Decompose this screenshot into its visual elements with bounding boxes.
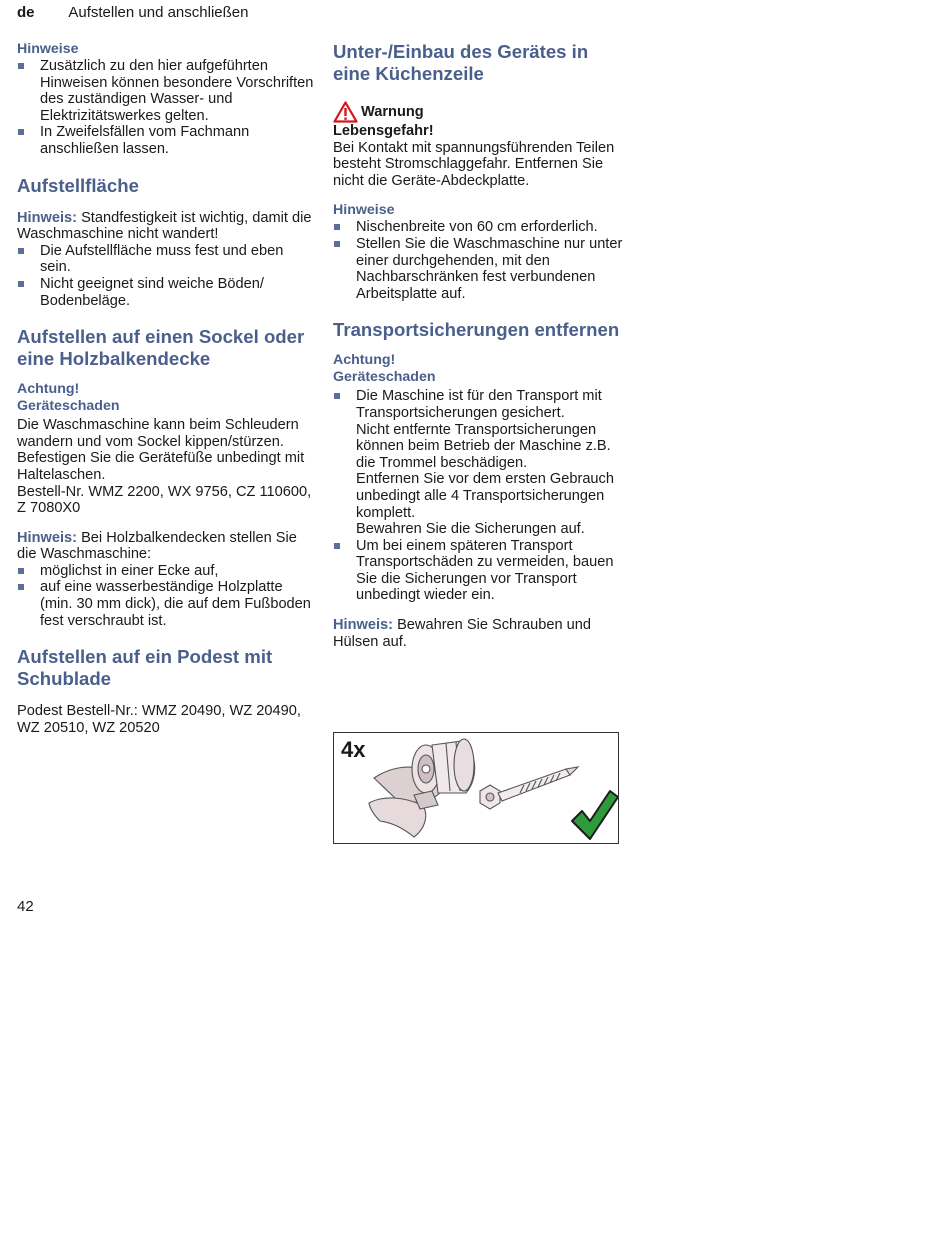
- surface-heading: Aufstellfläche: [17, 174, 139, 196]
- list-item: In Zweifelsfällen vom Fachmann anschließen lassen.: [17, 124, 317, 157]
- socket-damage: Geräteschaden: [17, 398, 120, 415]
- language-code: de: [17, 4, 35, 21]
- right-column: [333, 41, 625, 650]
- hint-label: Hinweis:: [333, 617, 394, 634]
- transport-caution: Achtung!: [333, 352, 396, 369]
- warning-label: Warnung: [361, 103, 424, 120]
- page-header: [17, 4, 248, 22]
- socket-text-1: Die Waschmaschine kann beim Schleudern wandern und vom Sockel kippen/stürzen.: [17, 417, 299, 450]
- surface-list: [17, 243, 317, 309]
- transport-hint: [333, 617, 625, 650]
- transport-line: Bewahren Sie die Sicherungen auf.: [356, 521, 585, 538]
- builtin-heading: Unter-/Einbau des Gerätes in eine Küchenzeile: [333, 41, 589, 84]
- transport-bolt-illustration: [334, 733, 618, 843]
- list-item: Nicht geeignet sind weiche Böden/ Bodenbeläge.: [17, 276, 317, 309]
- socket-caution: Achtung!: [17, 381, 80, 398]
- builtin-notes-list: [333, 219, 625, 302]
- list-item: möglichst in einer Ecke auf,: [17, 563, 317, 580]
- warning-triangle-icon: [333, 101, 358, 123]
- transport-line: Entfernen Sie vor dem ersten Gebrauch unbedingt alle 4 Transportsicherungen komplett.: [356, 471, 614, 521]
- danger-label: Lebensgefahr!: [333, 123, 434, 139]
- list-item: auf eine wasserbeständige Holzplatte (min. 30 mm dick), die auf dem Fußboden fest verschraubt ist.: [17, 579, 317, 629]
- transport-heading: Transportsicherungen entfernen: [333, 319, 620, 341]
- warning-title: [333, 101, 625, 123]
- list-item: Um bei einem späteren Transport Transportschäden zu vermeiden, bauen Sie die Sicherungen vor Transport unbedingt wieder ein.: [333, 538, 625, 604]
- transport-line: Nicht entfernte Transportsicherungen können beim Betrieb der Maschine z.B. die Trommel beschädigen.: [356, 421, 611, 471]
- transport-damage: Geräteschaden: [333, 369, 436, 386]
- hint-label: Hinweis:: [17, 529, 78, 546]
- page-number: 42: [17, 898, 34, 915]
- hint-text: Bewahren Sie Schrauben und Hülsen auf.: [333, 617, 591, 650]
- socket-text-2: Befestigen Sie die Gerätefüße unbedingt mit Haltelaschen.: [17, 450, 305, 483]
- list-item: Stellen Sie die Waschmaschine nur unter einer durchgehenden, mit den Nachbarschränken fest verbundenen Arbeitsplatte auf.: [333, 236, 625, 302]
- surface-hint: [17, 210, 317, 243]
- list-item: Zusätzlich zu den hier aufgeführten Hinweisen können besondere Vorschriften des zuständigen Wasser- und Elektrizitätswerkes gelten.: [17, 58, 317, 124]
- podest-text: Podest Bestell-Nr.: WMZ 20490, WZ 20490, WZ 20510, WZ 20520: [17, 703, 301, 736]
- hint-text: Standfestigkeit ist wichtig, damit die Waschmaschine nicht wandert!: [17, 209, 312, 243]
- transport-list: [333, 388, 625, 604]
- builtin-notes-heading: Hinweise: [333, 202, 395, 219]
- bolt-icon: [480, 767, 578, 809]
- list-item: Die Aufstellfläche muss fest und eben sein.: [17, 243, 317, 276]
- socket-hint: [17, 530, 317, 563]
- podest-heading: Aufstellen auf ein Podest mit Schublade: [17, 646, 273, 690]
- check-mark-icon: [572, 791, 618, 839]
- notes-heading: Hinweise: [17, 41, 79, 57]
- socket-list: [17, 563, 317, 629]
- socket-heading: Aufstellen auf einen Sockel oder eine Holzbalkendecke: [17, 326, 305, 370]
- notes-list: [17, 58, 317, 158]
- figure-count: 4x: [341, 737, 366, 762]
- left-column: [17, 41, 317, 736]
- chapter-title: Aufstellen und anschließen: [68, 4, 249, 21]
- socket-order-number: Bestell-Nr. WMZ 2200, WX 9756, CZ 110600, Z 7080X0: [17, 483, 312, 517]
- transport-bolt-figure: [333, 732, 619, 844]
- spacer-sleeve-icon: [369, 739, 475, 837]
- hint-label: Hinweis:: [17, 209, 78, 226]
- list-item: [333, 388, 625, 537]
- transport-line: Die Maschine ist für den Transport mit Transportsicherungen gesichert.: [356, 388, 602, 421]
- danger-text: Bei Kontakt mit spannungsführenden Teilen besteht Stromschlaggefahr. Entfernen Sie nicht die Geräte-Abdeckplatte.: [333, 139, 615, 189]
- hint-text: Bei Holzbalkendecken stellen Sie die Waschmaschine:: [17, 529, 297, 563]
- list-item: Nischenbreite von 60 cm erforderlich.: [333, 219, 625, 236]
